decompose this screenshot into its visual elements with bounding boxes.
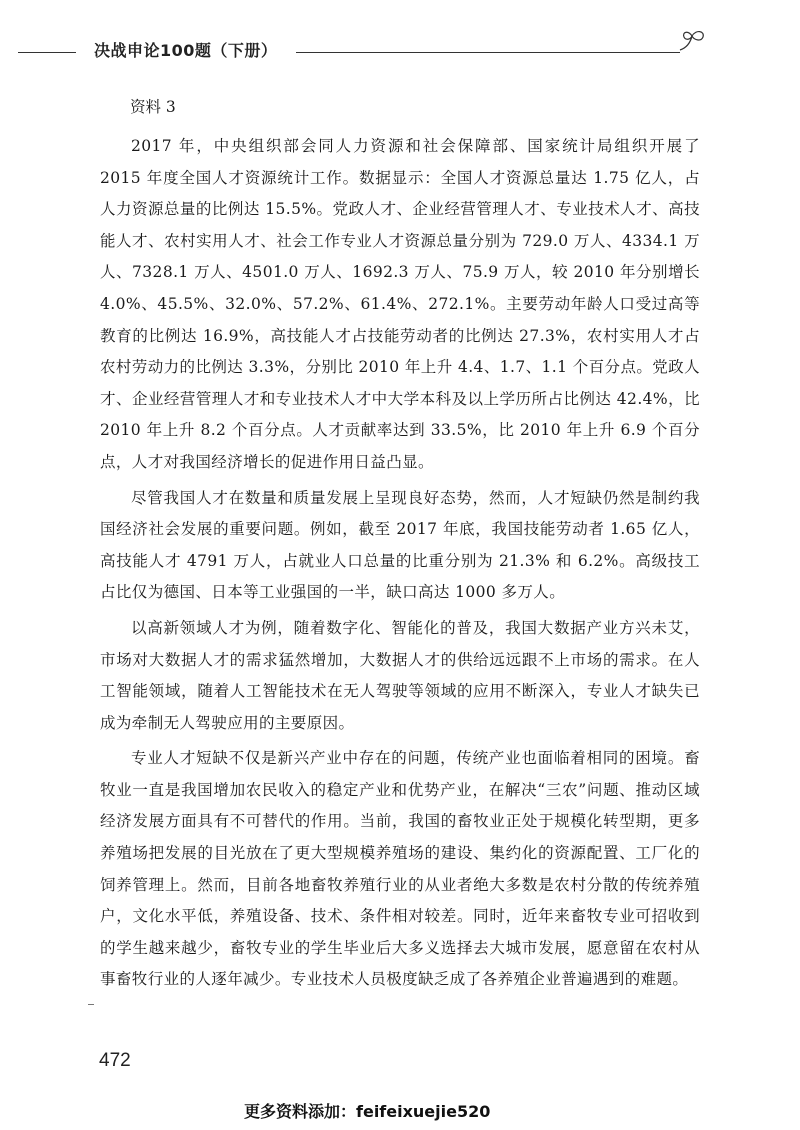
page-header [0, 0, 800, 70]
sprout-icon [676, 26, 710, 56]
paragraph-high-tech: 以高新领域人才为例，随着数字化、智能化的普及，我国大数据产业方兴未艾，市场对大数据人才的需求猛然增加，大数据人才的供给远远跟不上市场的需求。在人工智能领域，随着人工智能技术在无人驾驶等领域的应用不断深入，专业人才缺失已成为牵制无人驾驶应用的主要原因。 [100, 618, 700, 732]
paragraph-statistics: 2017 年，中央组织部会同人力资源和社会保障部、国家统计局组织开展了 2015 年度全国人才资源统计工作。数据显示：全国人才资源总量达 1.75 亿人，占人力资源总量的比例达 15.5%。党政人才、企业经营管理人才、专业技术人才、高技能人才、农村实用人才、社会工作专业人才资源总量分别为 729.0 万人、4334.1 万人、7328.1 万人、4501.0 万人、1692.3 万人、75.9 万人，较 2010 年分别增长 4.0%、45.5%、32.0%、57.2%、61.4%、272.1%。主要劳动年龄人口受过高等教育的比例达 16.9%，高技能人才占技能劳动者的比例达 27.3%，农村实用人才占农村劳动力的比例达 3.3%，分别比 2010 年上升 4.4、1.7、1.1 个百分点。党政人才、企业经营管理人才和专业技术人才中大学本科及以上学历所占比例达 42.4%，比 2010 年上升 8.2 个百分点。人才贡献率达到 33.5%，比 2010 年上升 6.9 个百分点，人才对我国经济增长的促进作用日益凸显。 [100, 137, 700, 471]
book-title: 决战申论100题（下册） [94, 41, 278, 60]
footer-note: 更多资料添加：feifeixuejie520 [244, 1102, 491, 1121]
section-title: 资料 3 [130, 98, 176, 116]
margin-mark [88, 1004, 94, 1005]
paragraph-animal-husbandry: 专业人才短缺不仅是新兴产业中存在的问题，传统产业也面临着相同的困境。畜牧业一直是我国增加农民收入的稳定产业和优势产业，在解决“三农”问题、推动区域经济发展方面具有不可替代的作用。当前，我国的畜牧业正处于规模化转型期，更多养殖场把发展的目光放在了更大型规模养殖场的建设、集约化的资源配置、工厂化的饲养管理上。然而，目前各地畜牧养殖行业的从业者绝大多数是农村分散的传统养殖户，文化水平低，养殖设备、技术、条件相对较差。同时，近年来畜牧专业可招收到的学生越来越少，畜牧专业的学生毕业后大多义选择去大城市发展，愿意留在农村从事畜牧行业的人逐年减少。专业技术人员极度缺乏成了各养殖企业普遍遇到的难题。 [100, 749, 700, 989]
paragraph-talent-shortage: 尽管我国人才在数量和质量发展上呈现良好态势，然而，人才短缺仍然是制约我国经济社会发展的重要问题。例如，截至 2017 年底，我国技能劳动者 1.65 亿人，高技能人才 4791 万人，占就业人口总量的比重分别为 21.3% 和 6.2%。高级技工占比仅为德国、日本等工业强国的一半，缺口高达 1000 多万人。 [100, 488, 700, 602]
document-body [100, 92, 700, 1000]
header-rule-right [296, 52, 680, 53]
header-rule-left [18, 52, 76, 53]
page-number: 472 [99, 1050, 131, 1071]
